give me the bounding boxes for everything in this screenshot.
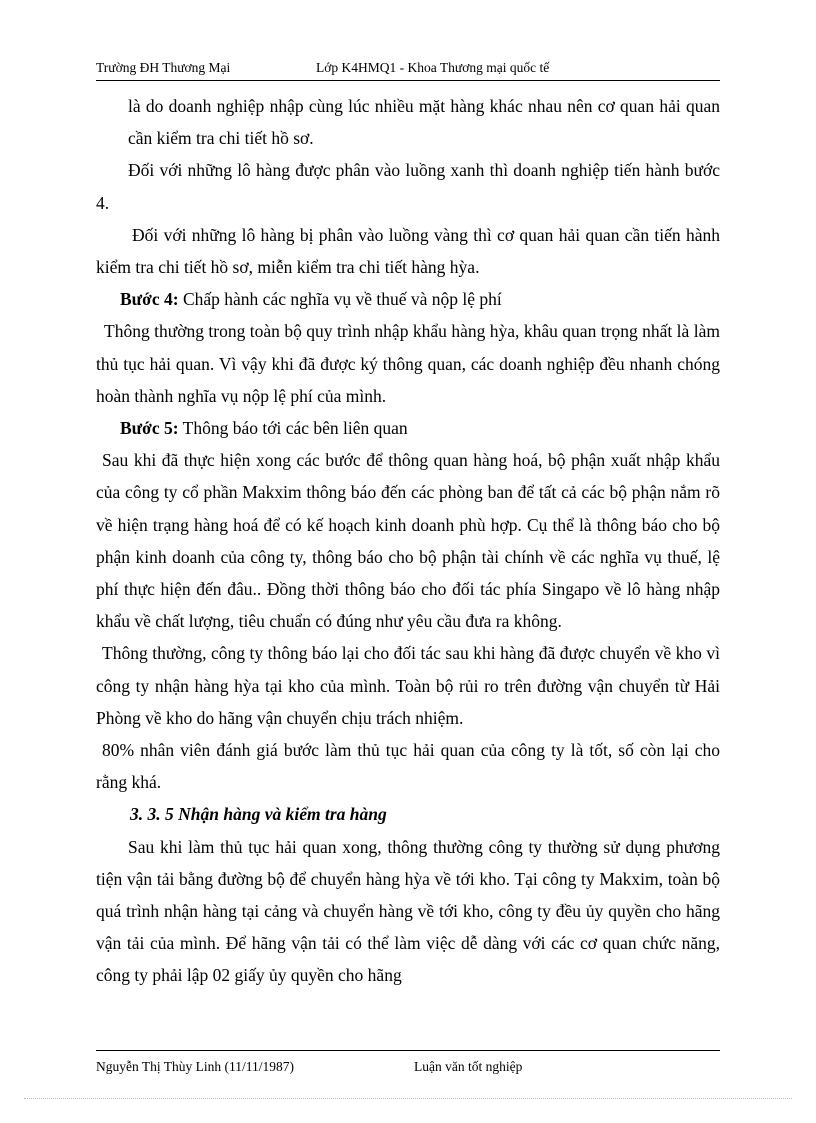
- step-label: Bước 4:: [120, 289, 179, 310]
- section-heading: 3. 3. 5 Nhận hàng và kiểm tra hàng: [130, 804, 387, 825]
- paragraph: Đối với những lô hàng bị phân vào luồng vàng thì cơ quan hải quan cần tiến hành kiểm tra chi tiết hồ sơ, miễn kiểm tra chi tiết hàng hỳa.: [96, 224, 720, 278]
- step-heading: [96, 412, 720, 444]
- step-label: Bước 5:: [120, 418, 179, 439]
- page-footer: [96, 1059, 720, 1079]
- paragraph: Đối với những lô hàng được phân vào luồng xanh thì doanh nghiệp tiến hành bước 4.: [96, 160, 720, 213]
- page-edge-divider: [24, 1098, 792, 1099]
- step-text: Thông báo tới các bên liên quan: [178, 418, 408, 439]
- step-text: Chấp hành các nghĩa vụ về thuế và nộp lệ phí: [178, 289, 502, 310]
- paragraph: Sau khi làm thủ tục hải quan xong, thông thường công ty thường sử dụng phương tiện vận tải bằng đường bộ để chuyển hàng hỳa về tới kho. Tại công ty Makxim, toàn bộ quá trình nhận hàng tại cảng và chuyển hàng về tới kho, công ty đều ủy quyền cho hãng vận tải của mình. Để hãng vận tải có thể làm việc dễ dàng với các cơ quan chức năng, công ty phải lập 02 giấy ủy quyền cho hãng: [96, 836, 720, 986]
- footer-thesis: Luận văn tốt nghiệp: [414, 1059, 523, 1074]
- header-school: Trường ĐH Thương Mại: [96, 60, 231, 75]
- step-heading: [96, 283, 720, 315]
- paragraph: Sau khi đã thực hiện xong các bước để thông quan hàng hoá, bộ phận xuất nhập khẩu của công ty cổ phần Makxim thông báo đến các phòng ban để tất cả các bộ phận nắm rõ về hiện trạng hàng hoá để có kế hoạch kinh doanh phù hợp. Cụ thể là thông báo cho bộ phận kinh doanh của công ty, thông báo cho bộ phận tài chính về các nghĩa vụ thuế, lệ phí thực hiện đến đâu.. Đồng thời thông báo cho đối tác phía Singapo về lô hàng nhập khẩu về chất lượng, tiêu chuẩn có đúng như yêu cầu đưa ra không.: [96, 450, 720, 632]
- footer-divider: [96, 1050, 720, 1051]
- document-body: [96, 90, 720, 992]
- footer-author: Nguyễn Thị Thùy Linh (11/11/1987): [96, 1059, 294, 1074]
- page-header: [96, 60, 720, 81]
- paragraph: là do doanh nghiệp nhập cùng lúc nhiều mặt hàng khác nhau nên cơ quan hải quan cần kiểm tra chi tiết hồ sơ.: [128, 96, 720, 149]
- paragraph: Thông thường, công ty thông báo lại cho đối tác sau khi hàng đã được chuyển về kho vì công ty nhận hàng hỳa tại kho của mình. Toàn bộ rủi ro trên đường vận chuyển từ Hải Phòng về kho do hãng vận chuyển chịu trách nhiệm.: [96, 643, 720, 728]
- paragraph: 80% nhân viên đánh giá bước làm thủ tục hải quan của công ty là tốt, số còn lại cho rằng khá.: [96, 740, 720, 793]
- header-class-info: Lớp K4HMQ1 - Khoa Thương mại quốc tế: [316, 60, 550, 75]
- paragraph: Thông thường trong toàn bộ quy trình nhập khẩu hàng hỳa, khâu quan trọng nhất là làm thủ tục hải quan. Vì vậy khi đã được ký thông quan, các doanh nghiệp đều nhanh chóng hoàn thành nghĩa vụ nộp lệ phí của mình.: [96, 321, 720, 406]
